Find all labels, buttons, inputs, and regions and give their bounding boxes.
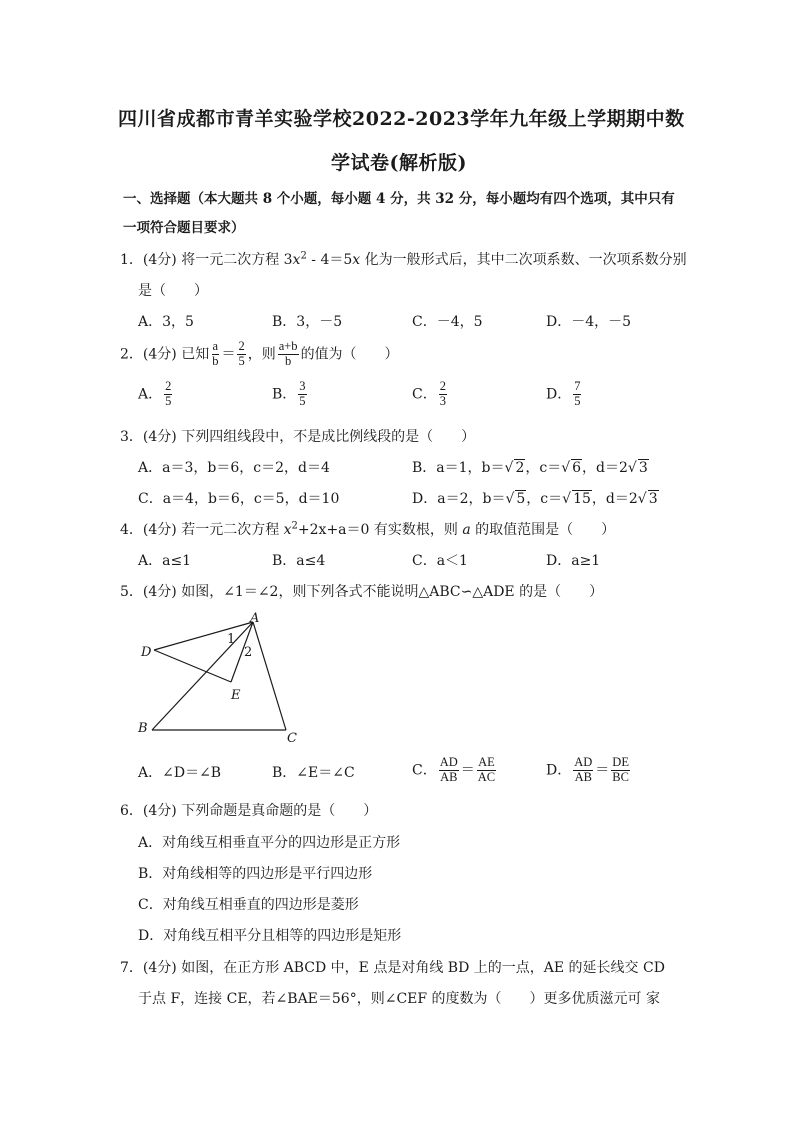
question-2-stem: 2．(4分) 已知 $\frac{a}{b}$ ＝ $\frac{2}{5}$ ，则 $\frac{a+b}{b}$ 的值为（ ）	[120, 339, 399, 368]
label-d: D	[141, 645, 152, 660]
paper-title-line1: 四川省成都市青羊实验学校2022-2023学年九年级上学期期中数	[118, 108, 685, 130]
question-4-option-d: D．a≥1	[546, 553, 601, 569]
segment-ac	[253, 622, 286, 730]
question-3-option-a: A．a＝3，b＝6，c＝2，d＝4	[138, 460, 330, 476]
question-5-figure	[130, 610, 310, 750]
section-header-line2: 一项符合题目要求）	[123, 220, 245, 236]
question-5-option-a: A．∠D＝∠B	[138, 765, 222, 781]
question-6-option-d: D．对角线互相平分且相等的四边形是矩形	[138, 928, 402, 944]
label-a: A	[250, 611, 260, 626]
question-6-option-b: B．对角线相等的四边形是平行四边形	[138, 866, 373, 882]
paper-title-line2: 学试卷(解析版)	[331, 152, 467, 174]
question-4-option-c: C．a＜1	[412, 553, 468, 569]
question-1-stem: 1．(4分) 将一元二次方程 $3x^2 - 4=5x$ 化为一般形式后，其中二次项系数、一次项系数分别	[120, 250, 687, 268]
label-b: B	[138, 721, 148, 736]
question-5-option-b: B．∠E＝∠C	[272, 765, 355, 781]
question-2-option-c: C． $\frac{2}{3}$	[412, 379, 446, 408]
question-6-option-c: C．对角线互相垂直的四边形是菱形	[138, 897, 359, 913]
segment-de	[154, 650, 231, 682]
question-6-option-a: A．对角线互相垂直平分的四边形是正方形	[138, 835, 401, 851]
question-4-stem: 4．(4分) 若一元二次方程 $x^2+2x+a=0$ 有实数根，则 a 的取值范围是（ ）	[120, 520, 616, 538]
label-e: E	[231, 688, 241, 703]
question-1-option-d: D．－4，－5	[546, 314, 632, 330]
question-6-stem: 6．(4分) 下列命题是真命题的是（ ）	[120, 803, 378, 819]
segment-ab	[152, 622, 253, 730]
question-4-option-a: A．a≤1	[138, 553, 192, 569]
question-1-option-a: A．3，5	[138, 314, 194, 330]
question-2-option-d: D． $\frac{7}{5}$	[546, 379, 581, 408]
question-5-option-d: D． $\frac{AD}{AB}$ ＝ $\frac{DE}{BC}$	[546, 755, 629, 784]
angle-label-2: 2	[244, 645, 253, 660]
label-c: C	[287, 731, 297, 746]
question-7-stem-line1: 7．(4分) 如图，在正方形 ABCD 中，E 点是对角线 BD 上的一点，AE 的延长线交 CD	[120, 960, 665, 976]
question-2-option-a: A． $\frac{2}{5}$	[138, 379, 172, 408]
question-7-stem-line2: 于点 F，连接 CE，若∠BAE＝56°，则∠CEF 的度数为（ ）更多优质滋元可 家	[138, 991, 660, 1007]
question-3-stem: 3．(4分) 下列四组线段中，不是成比例线段的是（ ）	[120, 429, 476, 445]
section-header-line1: 一、选择题（本大题共 8 个小题，每小题 4 分，共 32 分，每小题均有四个选项，其中只有	[123, 191, 675, 207]
question-2-option-b: B． $\frac{3}{5}$	[272, 379, 306, 408]
angle-label-1: 1	[227, 632, 236, 647]
question-3-option-c: C．a＝4，b＝6，c＝5，d＝10	[138, 491, 340, 507]
fraction-a-over-b: $\frac{a}{b}$	[212, 339, 219, 368]
question-3-option-b: B．a＝1，b＝√ 2，c＝√ 6，d＝2√ 3	[412, 460, 648, 476]
question-1-option-b: B．3，－5	[272, 314, 343, 330]
question-5-stem: 5．(4分) 如图，∠1＝∠2，则下列各式不能说明△ABC∽△ADE 的是（ ）	[120, 584, 604, 600]
segment-ad	[154, 622, 253, 650]
fraction-2-over-5: $\frac{2}{5}$	[238, 339, 245, 368]
question-5-option-c: C． $\frac{AD}{AB}$ ＝ $\frac{AE}{AC}$	[412, 755, 496, 784]
question-4-option-b: B．a≤4	[272, 553, 326, 569]
question-1-option-c: C．－4，5	[412, 314, 483, 330]
question-1-stem-line2: 是（ ）	[138, 283, 208, 299]
fraction-a-plus-b-over-b: $\frac{a+b}{b}$	[278, 339, 298, 368]
question-3-option-d: D．a＝2，b＝√ 5，c＝√ 15，d＝2√ 3	[412, 491, 658, 507]
